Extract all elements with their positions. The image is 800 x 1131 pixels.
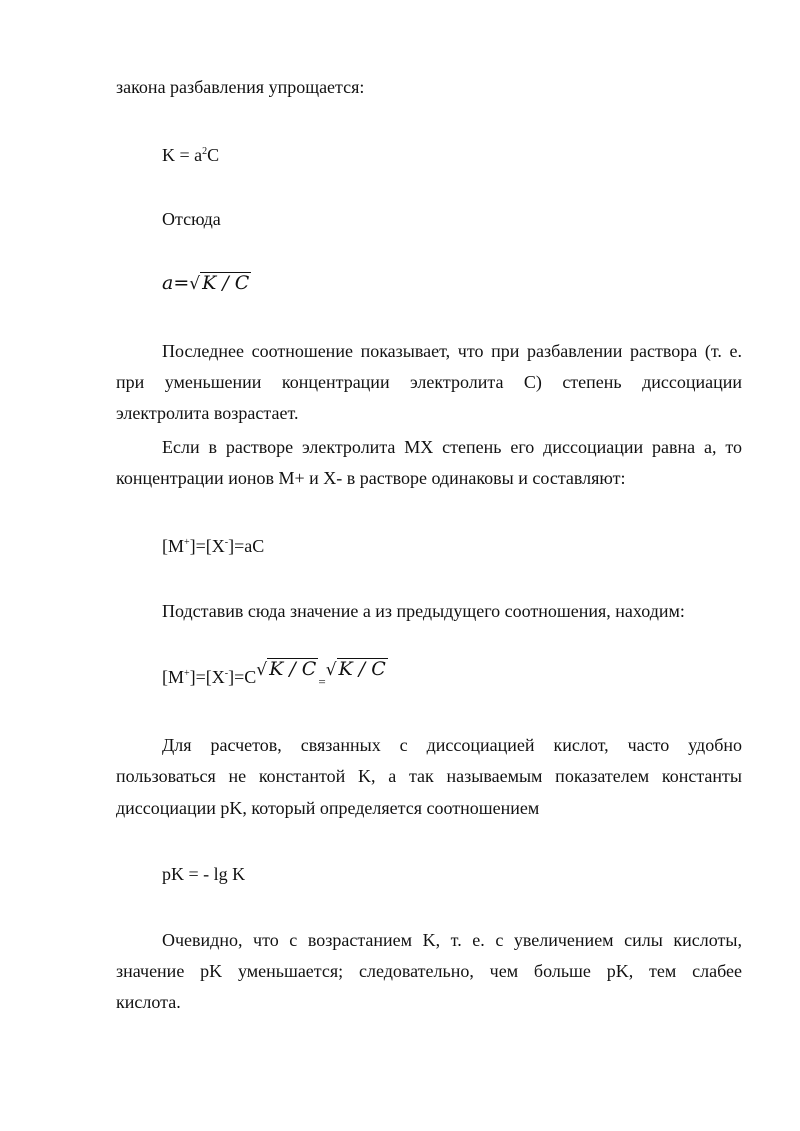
paragraph-line: Последнее соотношение показывает, что при разбавлении раствора (т. е. — [162, 341, 742, 361]
equation-part: = — [173, 272, 190, 294]
equation-part: K = a — [162, 145, 203, 165]
equation-part: ]=[X — [189, 536, 225, 556]
superscript: 2 — [202, 146, 208, 157]
paragraph-line: кислота. — [116, 992, 181, 1012]
superscript: + — [184, 537, 190, 548]
equation-part: [M — [162, 667, 184, 687]
paragraph-line: концентрации ионов М+ и X- в растворе одинаковы и составляют: — [116, 468, 626, 488]
equation-part: a — [162, 272, 174, 294]
radicand: K / C — [269, 658, 317, 680]
text-line: Подставив сюда значение а из предыдущего соотношения, находим: — [162, 601, 685, 621]
equation-part: ]=[X — [189, 667, 225, 687]
paragraph-line: Для расчетов, связанных с диссоциацией кислот, часто удобно — [162, 735, 742, 755]
paragraph-line: пользоваться не константой K, а так называемым показателем константы — [116, 766, 742, 786]
equation-k-a2c — [162, 144, 219, 166]
equation-ion-conc — [162, 535, 264, 557]
equation-part: ]=aC — [228, 536, 265, 556]
paragraph-line: значение pK уменьшается; следовательно, чем больше pK, тем слабее — [116, 961, 742, 981]
paragraph-line: диссоциации pK, который определяется соотношением — [116, 798, 540, 818]
equation-a-sqrt — [162, 272, 251, 295]
equation-part: [M — [162, 536, 184, 556]
paragraph-line: Если в растворе электролита MX степень его диссоциации равна а, то — [162, 437, 742, 457]
superscript: - — [224, 668, 229, 679]
equation-pk: pK = - lg K — [162, 864, 246, 884]
superscript: - — [224, 537, 229, 548]
equation-ion-sqrt — [162, 658, 388, 693]
equation-part: C — [207, 145, 220, 165]
radicand: K / C — [338, 658, 386, 680]
paragraph-line: при уменьшении концентрации электролита С) степень диссоциации — [116, 372, 742, 392]
paragraph-line: Очевидно, что с возрастанием K, т. е. с увеличением силы кислоты, — [162, 930, 742, 950]
sqrt-symbol: √ — [256, 660, 268, 680]
paragraph-line: электролита возрастает. — [116, 403, 299, 423]
equation-part: = — [318, 674, 326, 689]
radicand: K / C — [202, 272, 250, 294]
text-line: Отсюда — [162, 209, 221, 229]
text-line: закона разбавления упрощается: — [116, 77, 365, 97]
equation-part: ]=C — [228, 667, 257, 687]
superscript: + — [184, 668, 190, 679]
sqrt-symbol: √ — [325, 660, 337, 680]
sqrt-symbol: √ — [189, 274, 201, 294]
